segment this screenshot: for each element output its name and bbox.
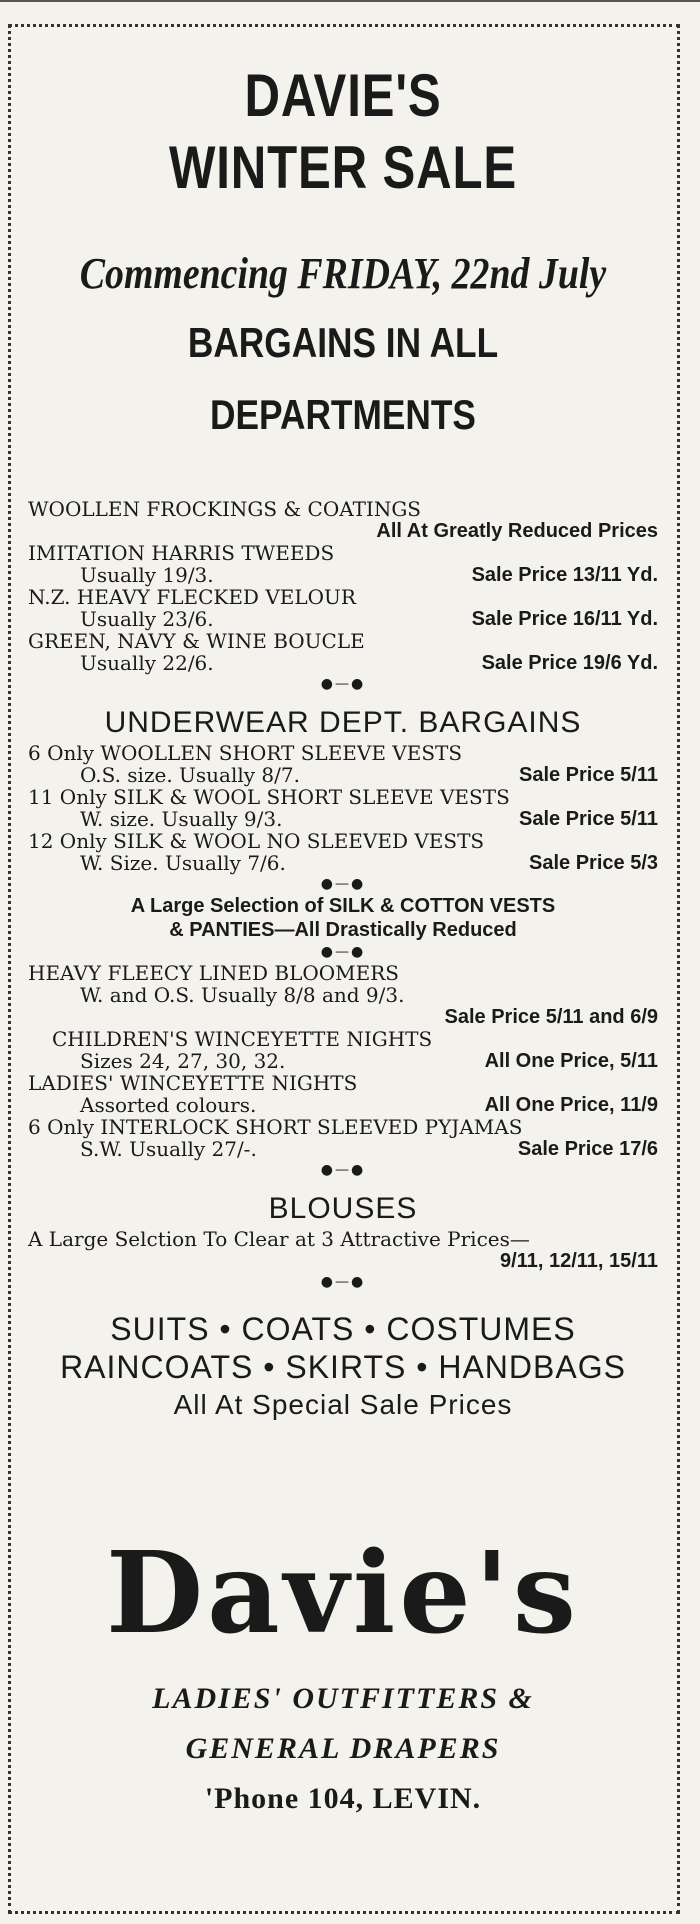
item-name: LADIES' WINCEYETTE NIGHTS — [28, 1071, 358, 1095]
item-note: All At Greatly Reduced Prices — [376, 520, 658, 542]
item-name: 6 Only INTERLOCK SHORT SLEEVED PYJAMAS — [28, 1115, 523, 1139]
blouses-line-1: A Large Selction To Clear at 3 Attractive Prices— — [28, 1227, 530, 1251]
item-usual: Sizes 24, 27, 30, 32. — [80, 1049, 286, 1073]
item-usual: Usually 19/3. — [80, 563, 214, 587]
blouses-heading: BLOUSES — [268, 1192, 418, 1225]
commencing-date: Commencing FRIDAY, 22nd July — [79, 249, 607, 298]
separator: ●—● — [320, 676, 366, 692]
item-price: All One Price, 11/9 — [484, 1094, 658, 1116]
separator: ●—● — [320, 876, 366, 892]
item-usual: W. and O.S. Usually 8/8 and 9/3. — [80, 983, 405, 1007]
item-name: WOOLLEN FROCKINGS & COATINGS — [28, 497, 422, 521]
item-usual: Usually 22/6. — [80, 651, 214, 675]
tagline-line-2: GENERAL DRAPERS — [185, 1732, 501, 1765]
separator: ●—● — [320, 1162, 366, 1178]
item-usual: W. size. Usually 9/3. — [80, 807, 283, 831]
item-price: Sale Price 5/11 — [518, 764, 658, 786]
bargains-line-2: DEPARTMENTS — [210, 391, 476, 438]
item-usual: S.W. Usually 27/-. — [80, 1137, 257, 1161]
item-name: CHILDREN'S WINCEYETTE NIGHTS — [52, 1027, 433, 1051]
item-price: All One Price, 5/11 — [484, 1050, 658, 1072]
specials-row-2: RAINCOATS • SKIRTS • HANDBAGS — [60, 1349, 626, 1385]
item-name: 6 Only WOOLLEN SHORT SLEEVE VESTS — [28, 741, 463, 765]
separator: ●—● — [320, 944, 366, 960]
title-line-2: WINTER SALE — [169, 134, 517, 201]
item-price: Sale Price 17/6 — [517, 1138, 658, 1160]
item-name: 11 Only SILK & WOOL SHORT SLEEVE VESTS — [28, 785, 510, 809]
item-price: Sale Price 19/6 Yd. — [481, 652, 658, 674]
woollens-section — [28, 498, 658, 1424]
item-usual: Usually 23/6. — [80, 607, 214, 631]
selection-line-2: & PANTIES—All Drastically Reduced — [169, 919, 517, 941]
item-price: Sale Price 5/11 and 6/9 — [444, 1006, 658, 1028]
blouses-prices: 9/11, 12/11, 15/11 — [500, 1250, 658, 1272]
item-name: HEAVY FLEECY LINED BLOOMERS — [28, 961, 399, 985]
item-price: Sale Price 5/11 — [518, 808, 658, 830]
tagline-line-1: LADIES' OUTFITTERS & — [152, 1682, 534, 1715]
specials-row-1: SUITS • COATS • COSTUMES — [110, 1311, 576, 1347]
item-name: GREEN, NAVY & WINE BOUCLE — [28, 629, 365, 653]
item-usual: O.S. size. Usually 8/7. — [80, 763, 300, 787]
item-price: Sale Price 13/11 Yd. — [471, 564, 658, 586]
item-usual: Assorted colours. — [80, 1093, 257, 1117]
item-name: N.Z. HEAVY FLECKED VELOUR — [28, 585, 356, 609]
selection-line-1: A Large Selection of SILK & COTTON VESTS — [130, 895, 556, 917]
item-price: Sale Price 16/11 Yd. — [471, 608, 658, 630]
specials-row-3: All At Special Sale Prices — [173, 1389, 513, 1420]
title-line-1: DAVIE'S — [244, 62, 442, 129]
phone-number: 'Phone 104, LEVIN. — [204, 1782, 482, 1815]
top-rule — [0, 0, 700, 2]
bargains-line-1: BARGAINS IN ALL — [187, 319, 499, 366]
item-name: IMITATION HARRIS TWEEDS — [28, 541, 335, 565]
item-usual: W. Size. Usually 7/6. — [80, 851, 286, 875]
item-price: Sale Price 5/3 — [529, 852, 658, 874]
item-name: 12 Only SILK & WOOL NO SLEEVED VESTS — [28, 829, 485, 853]
underwear-heading: UNDERWEAR DEPT. BARGAINS — [104, 706, 582, 739]
separator: ●—● — [320, 1274, 366, 1290]
store-name: Davie's — [106, 1528, 580, 1659]
advertisement — [28, 60, 658, 1824]
